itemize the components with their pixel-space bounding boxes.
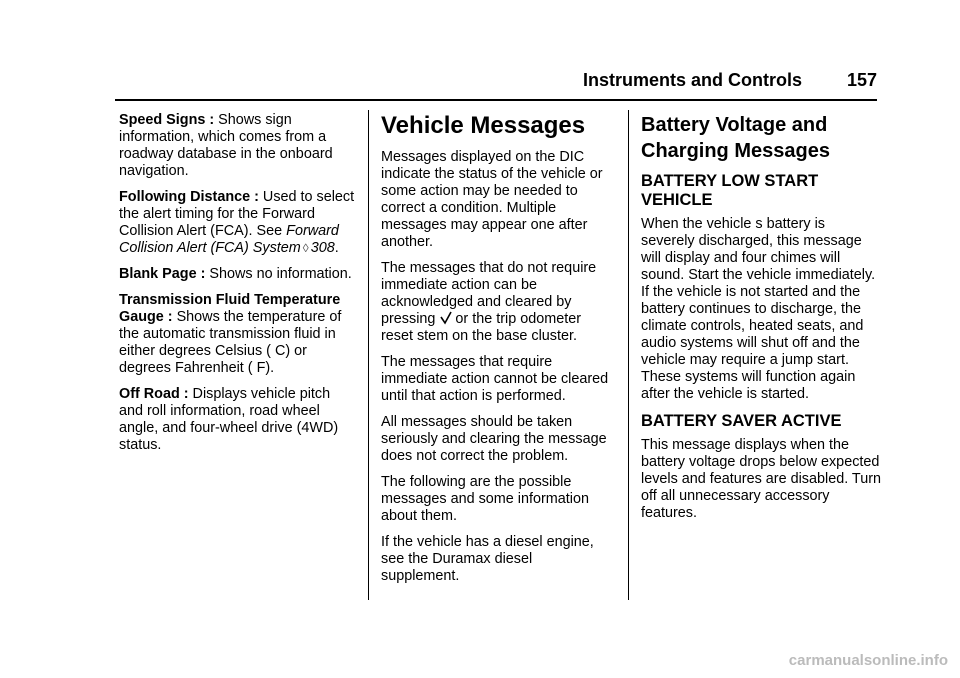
speed-signs-text: Shows sign information, which comes from a roadway database in the onboard navigation.	[119, 112, 333, 179]
vehicle-messages-p2-after: or the trip odometer reset stem on the base cluster.	[381, 311, 581, 344]
fca-system-page-link[interactable]: 308	[310, 240, 335, 256]
battery-low-text: When the vehicle s battery is severely discharged, this message will display and four chimes will sound. Start the vehicle immediately. If the vehicle is not started and the battery continues to discharge, the climate controls, heated seats, and audio systems will shut off and the vehicle may require a jump start. These systems will function again after the vehicle is started.	[641, 216, 876, 402]
site-watermark: carmanualsonline.info	[788, 652, 948, 669]
page-header	[115, 70, 877, 102]
vehicle-messages-p2-before: The messages that do not require immediate action can be acknowledged and cleared by pressing	[381, 260, 597, 327]
vehicle-messages-p3: The messages that require immediate action cannot be cleared until that action is performed.	[381, 354, 609, 404]
blank-page-text: Shows no information.	[209, 266, 352, 282]
speed-signs-term: Speed Signs :	[119, 112, 215, 128]
column-3	[641, 112, 881, 531]
following-distance-entry	[119, 189, 355, 257]
vehicle-messages-p4: All messages should be taken seriously and clearing the message does not correct the problem.	[381, 414, 607, 464]
vehicle-messages-p1: Messages displayed on the DIC indicate the status of the vehicle or some action may be needed to correct a condition. Multiple messages may appear one after another.	[381, 149, 603, 250]
vehicle-messages-p5: The following are the possible messages and some information about them.	[381, 474, 589, 524]
vehicle-messages-heading: Vehicle Messages	[381, 112, 586, 139]
vehicle-messages-p2	[381, 260, 613, 345]
column-2	[381, 112, 613, 594]
column-divider-2	[628, 110, 629, 600]
following-distance-term: Following Distance :	[119, 189, 259, 205]
transmission-entry	[119, 292, 355, 377]
off-road-term: Off Road :	[119, 386, 189, 402]
page-reference-icon: ◊	[302, 241, 309, 255]
checkmark-icon	[439, 311, 453, 325]
battery-messages-heading: Battery Voltage and Charging Messages	[641, 114, 830, 162]
transmission-text: Shows the temperature of the automatic transmission fluid in either degrees Celsius ( C) or degrees Fahrenheit ( F).	[119, 309, 342, 376]
page-number: 157	[846, 70, 877, 90]
vehicle-messages-p6: If the vehicle has a diesel engine, see the Duramax diesel supplement.	[381, 534, 594, 584]
column-1	[119, 112, 355, 463]
blank-page-term: Blank Page :	[119, 266, 206, 282]
battery-saver-text: This message displays when the battery voltage drops below expected levels and features are disabled. Turn off all unnecessary accessory features.	[641, 437, 881, 521]
column-divider-1	[368, 110, 369, 600]
header-rule	[115, 99, 877, 101]
blank-page-entry	[119, 266, 355, 283]
speed-signs-entry	[119, 112, 355, 180]
off-road-entry	[119, 386, 355, 454]
fca-system-link[interactable]: Forward Collision Alert (FCA) System	[119, 223, 339, 256]
battery-saver-heading: BATTERY SAVER ACTIVE	[641, 412, 842, 430]
following-distance-end: .	[334, 240, 339, 256]
section-title: Instruments and Controls	[582, 70, 802, 90]
following-distance-text: Used to select the alert timing for the Forward Collision Alert (FCA). See	[119, 189, 355, 239]
battery-low-heading: BATTERY LOW START VEHICLE	[641, 172, 819, 209]
off-road-text: Displays vehicle pitch and roll information, road wheel angle, and four-wheel drive (4WD) status.	[119, 386, 339, 453]
transmission-term: Transmission Fluid Temperature Gauge :	[119, 292, 341, 325]
